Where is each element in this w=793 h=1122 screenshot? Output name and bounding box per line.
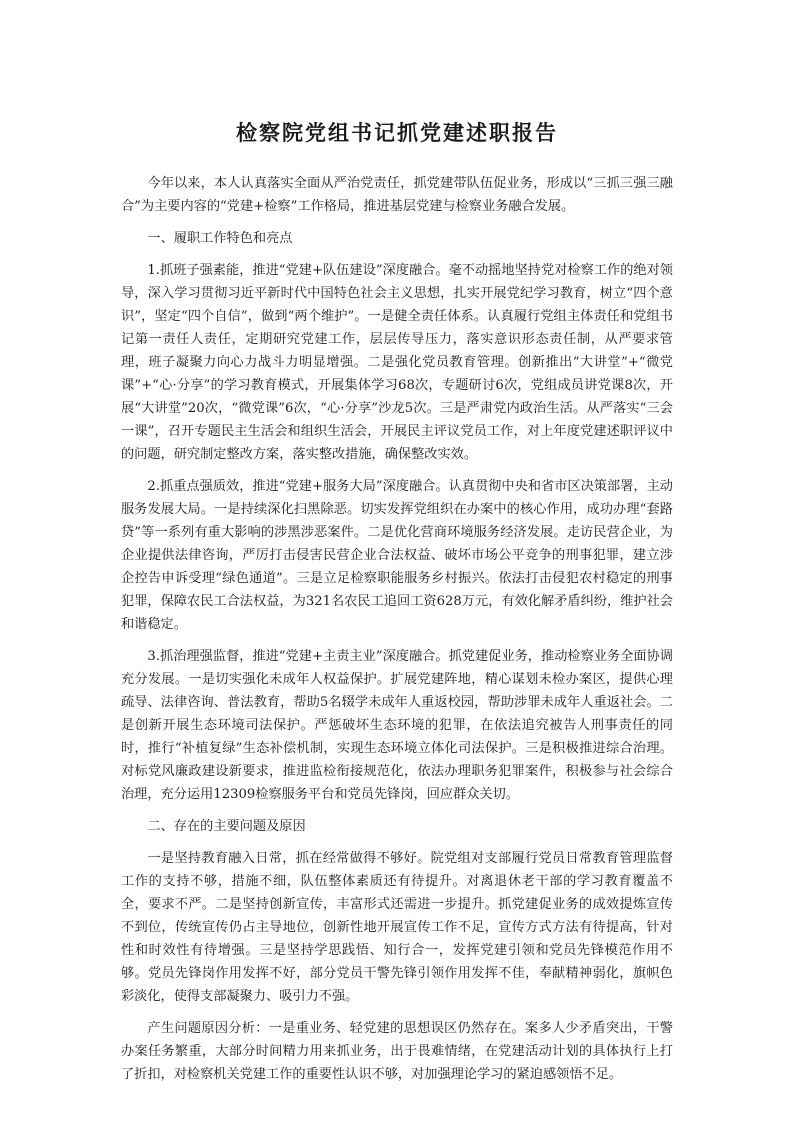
section-heading-problems: 二、存在的主要问题及原因 <box>147 819 306 834</box>
intro-paragraph: 今年以来，本人认真落实全面从严治党责任，抓党建带队伍促业务，形成以“三抓三强三融合”为主要内容的“党建+检察”工作格局，推进基层党建与检察业务融合发展。 <box>121 176 673 214</box>
document-title: 检察院党组书记抓党建述职报告 <box>236 120 558 145</box>
paragraph-causes: 产生问题原因分析：一是重业务、轻党建的思想误区仍然存在。案多人少矛盾突出，干警办案任务繁重，大部分时间精力用来抓业务，出于畏难情绪，在党建活动计划的具体执行上打了折扣，对检察机关党建工作的重要性认识不够，对加强理论学习的紧迫感领悟不足。 <box>121 1021 673 1082</box>
paragraph-governance-supervision: 3.抓治理强监督，推进“党建+主责主业”深度融合。抓党建促业务，推动检察业务全面协调充分发展。一是切实强化未成年人权益保护。扩展党建阵地，精心谋划未检办案区，提供心理疏导、法律咨询、普法教育，帮助5名辍学未成年人重返校园，帮助涉罪未成年人重返社会。二是创新开展生态环境司法保护。严惩破坏生态环境的犯罪，在依法追究被告人刑事责任的同时，推行“补植复绿”生态补偿机制，实现生态环境立体化司法保护。三是积极推进综合治理。对标党风廉政建设新要求，推进监检衔接规范化，依法办理职务犯罪案件，积极参与社会综合治理，充分运用12309检察服务平台和党员先锋岗，回应群众关切。 <box>121 649 673 802</box>
paragraph-serve-overall: 2.抓重点强质效，推进“党建+服务大局”深度融合。认真贯彻中央和省市区决策部署，主动服务发展大局。一是持续深化扫黑除恶。切实发挥党组织在办案中的核心作用，成功办理“套路贷”等一系列有重大影响的涉黑涉恶案件。二是优化营商环境服务经济发展。走访民营企业，为企业提供法律咨询，严厉打击侵害民营企业合法权益、破坏市场公平竞争的刑事犯罪，建立涉企控告申诉受理“绿色通道”。三是立足检察职能服务乡村振兴。依法打击侵犯农村稳定的刑事犯罪，保障农民工合法权益，为321名农民工追回工资628万元，有效化解矛盾纠纷，维护社会和谐稳定。 <box>121 479 673 632</box>
paragraph-problems: 一是坚持教育融入日常，抓在经常做得不够好。院党组对支部履行党员日常教育管理监督工作的支持不够，措施不细，队伍整体素质还有待提升。对离退休老干部的学习教育覆盖不全，要求不严。二是坚持创新宣传，丰富形式还需进一步提升。抓党建促业务的成效提炼宣传不到位，传统宣传仍占主导地位，创新性地开展宣传工作不足，宣传方式方法有待提高，针对性和时效性有待增强。三是坚持学思践悟、知行合一，发挥党建引领和党员先锋模范作用不够。党员先锋岗作用发挥不好，部分党员干警先锋引领作用发挥不佳，奉献精神弱化，旗帜色彩淡化，使得支部凝聚力、吸引力不强。 <box>121 851 673 1004</box>
report-page <box>121 118 673 1095</box>
paragraph-team-building: 1.抓班子强素能，推进“党建+队伍建设”深度融合。毫不动摇地坚持党对检察工作的绝对领导，深入学习贯彻习近平新时代中国特色社会主义思想，扎实开展党纪学习教育，树立“四个意识”，坚定“四个自信”，做到“两个维护”。一是健全责任体系。认真履行党组主体责任和党组书记第一责任人责任，定期研究党建工作，层层传导压力，落实意识形态责任制，从严要求管理，班子凝聚力向心力战斗力明显增强。二是强化党员教育管理。创新推出“大讲堂”+“微党课”+“心·分享”的学习教育模式，开展集体学习68次，专题研讨6次，党组成员讲党课8次，开展“大讲堂”20次，“微党课”6次，“心·分享”沙龙5次。三是严肃党内政治生活。从严落实“三会一课”，召开专题民主生活会和组织生活会，开展民主评议党员工作，对上年度党建述职评议中的问题，研究制定整改方案，落实整改措施，确保整改实效。 <box>121 263 673 462</box>
section-heading-highlights: 一、履职工作特色和亮点 <box>147 231 293 246</box>
